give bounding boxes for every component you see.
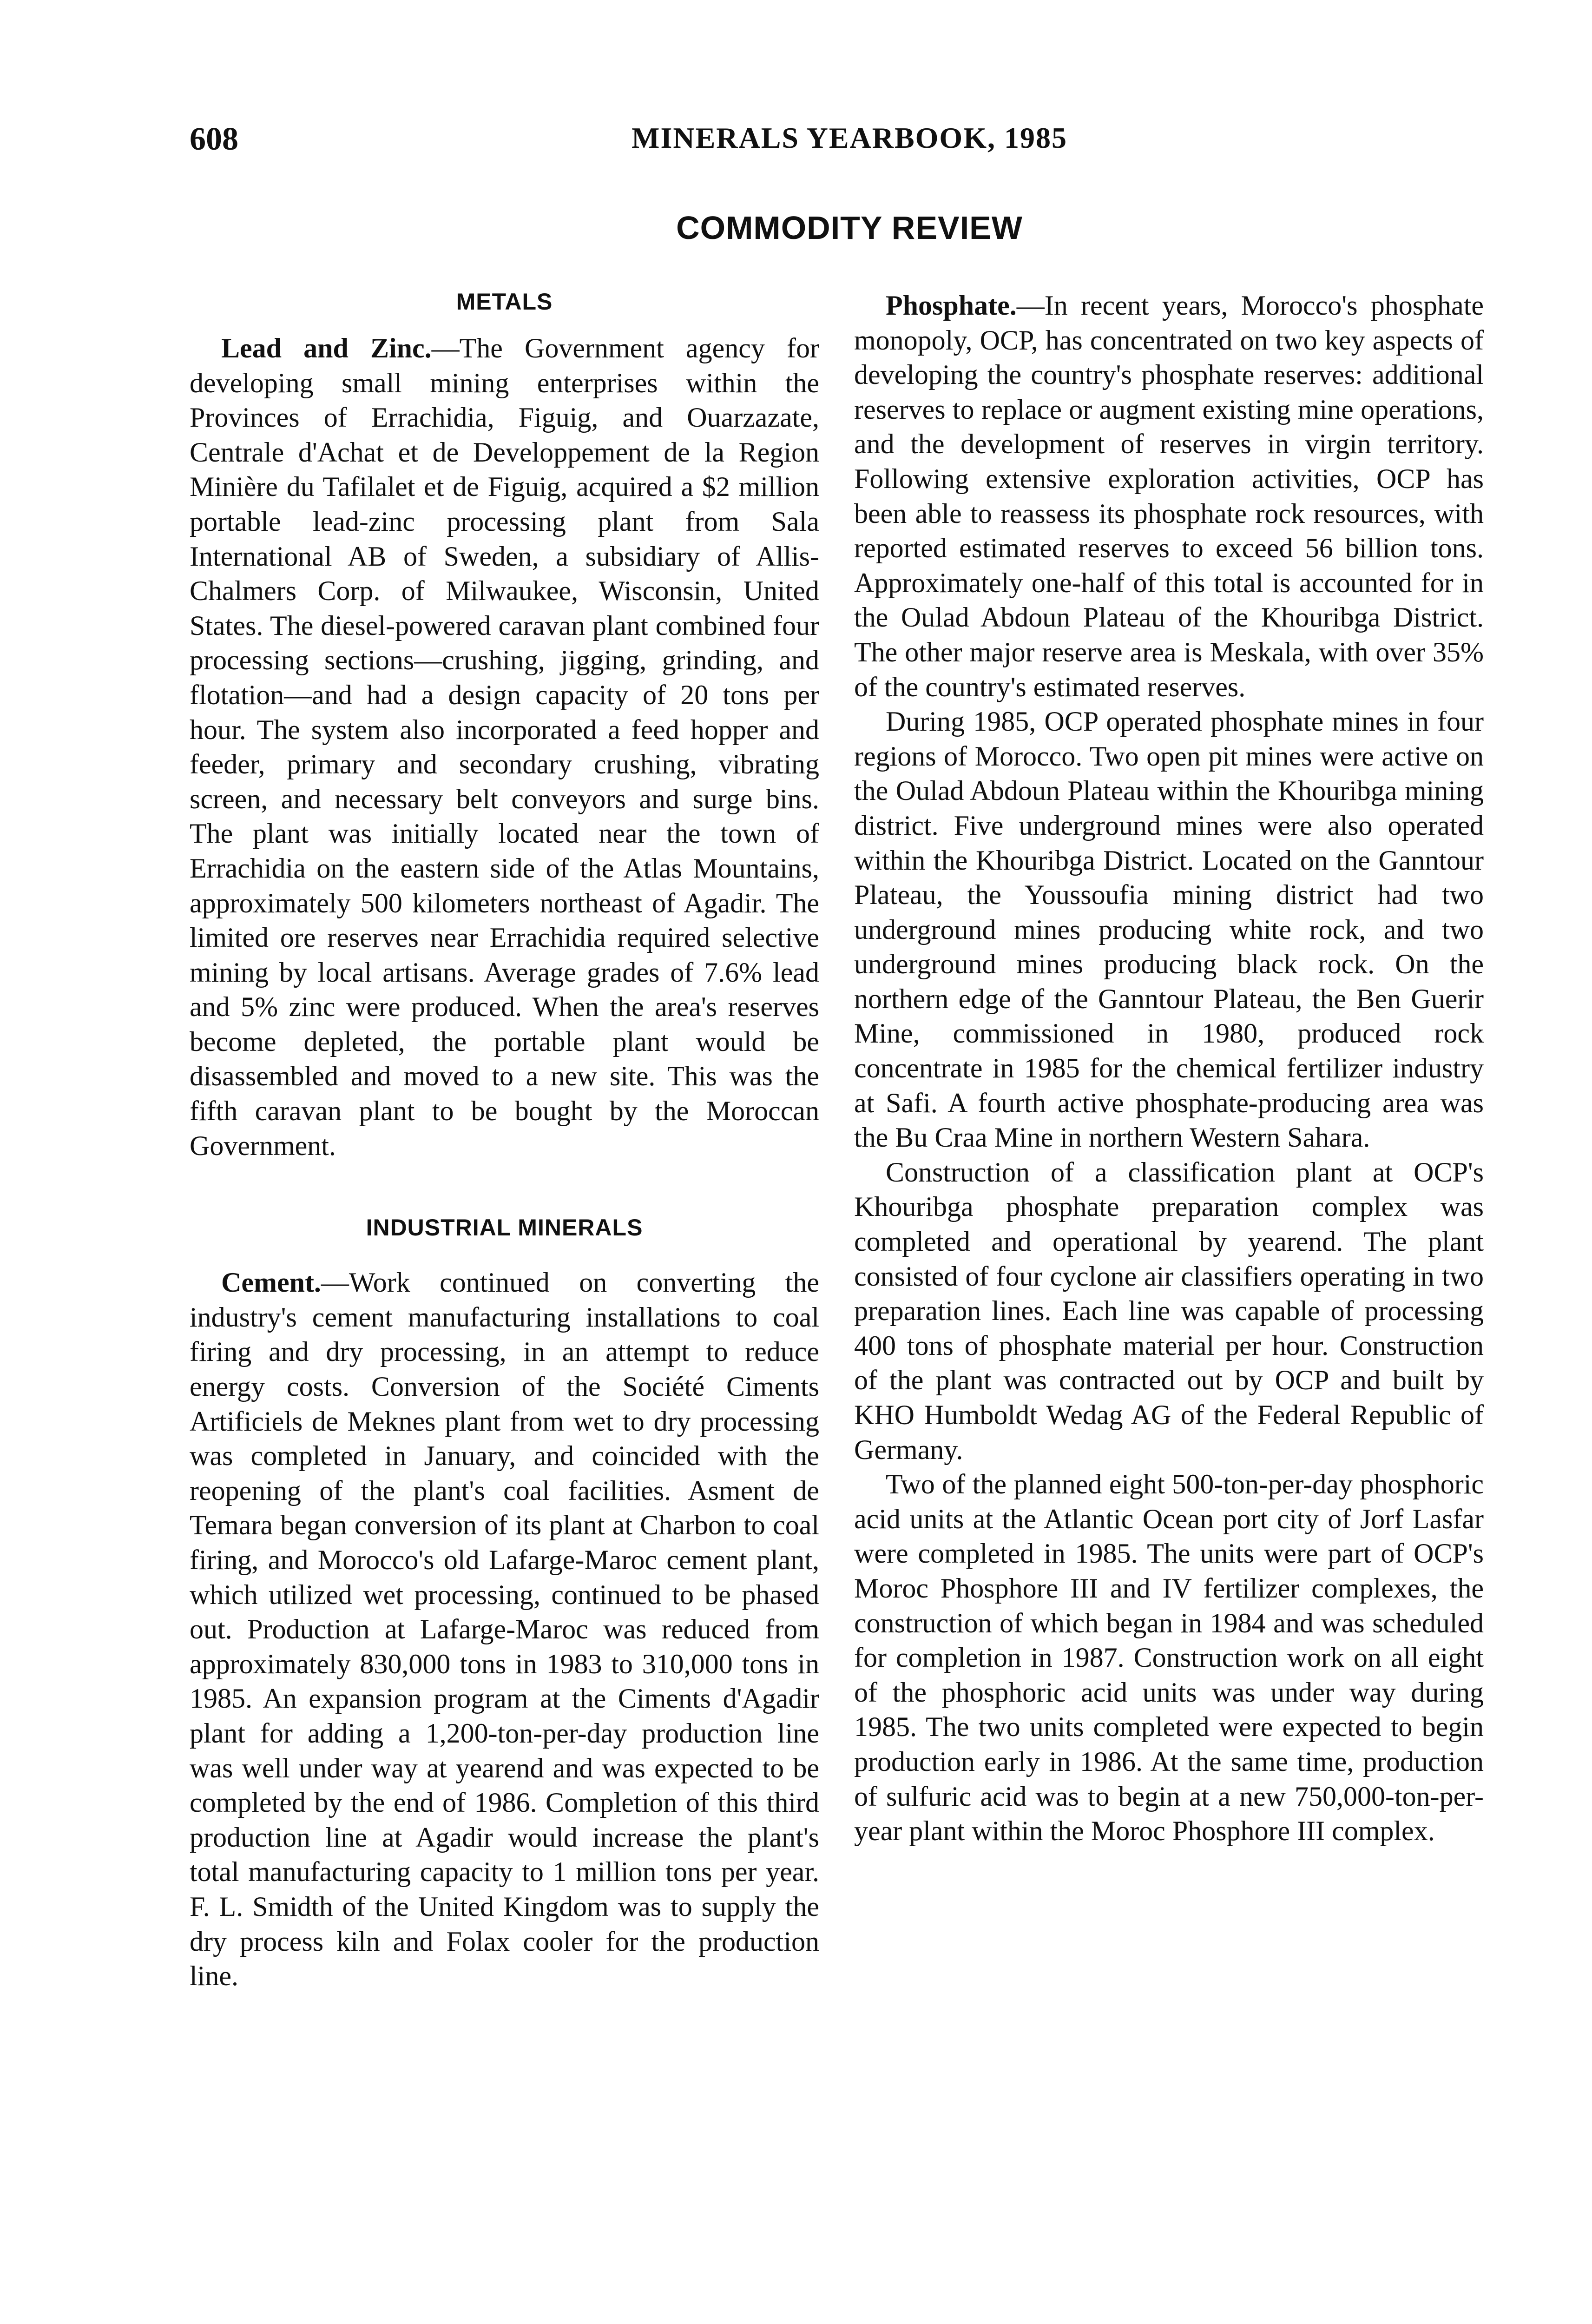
classification-plant-paragraph: Construction of a classification plant at OCP's Khouribga phosphate preparation complex was completed and operational by yearend. The plant consisted of four cyclone air classifiers operating in two preparation lines. Each line was capable of processing 400 tons of phosphate material per hour. Construction of the plant was contracted out by OCP and built by KHO Humboldt Wedag AG of the Federal Republic of Germany. — [854, 1156, 1484, 1465]
running-title: MINERALS YEARBOOK, 1985 — [632, 121, 1067, 154]
lead-zinc-text: —The Government agency for developing small mining enterprises within the Provinces of Errachidia, Figuig, and Ouarzazate, Centrale d'Achat et de Developpement de la Region Minière du Tafilalet et de Figuig, acquired a $2 million portable lead-zinc processing plant from Sala International AB of Sweden, a subsidiary of Allis-Chalmers Corp. of Milwaukee, Wisconsin, United States. The diesel-powered caravan plant combined four processing sections—crushing, jigging, grinding, and flotation—and had a design capacity of 20 tons per hour. The system also incorporated a feed hopper and feeder, primary and secondary crushing, vibrating screen, and necessary belt conveyors and surge bins. The plant was initially located near the town of Errachidia on the eastern side of the Atlas Mountains, approximately 500 kilometers northeast of Agadir. The limited ore reserves near Errachidia required selective mining by local artisans. Average grades of 7.6% lead and 5% zinc were produced. When the area's reserves become depleted, the portable plant would be disassembled and moved to a new site. This was the fifth caravan plant to be bought by the Moroccan Government. — [190, 333, 820, 1161]
cement-run-in: Cement. — [221, 1267, 321, 1298]
left-column — [190, 288, 819, 1994]
phosphate-run-in: Phosphate. — [886, 290, 1017, 321]
phosphate-paragraph — [854, 288, 1484, 704]
cement-text: —Work continued on converting the industry's cement manufacturing installations to coal firing and dry processing, in an attempt to reduce energy costs. Conversion of the Société Ciments Artificiels de Meknes plant from wet to dry processing was completed in January, and coincided with the reopening of the plant's coal facilities. Asment de Temara began conversion of its plant at Charbon to coal firing, and Morocco's old Lafarge-Maroc cement plant, which utilized wet processing, continued to be phased out. Production at Lafarge-Maroc was reduced from approximately 830,000 tons in 1983 to 310,000 tons in 1985. An expansion program at the Ciments d'Agadir plant for adding a 1,200-ton-per-day production line was well under way at yearend and was expected to be completed by the end of 1986. Completion of this third production line at Agadir would increase the plant's total manufacturing capacity to 1 million tons per year. F. L. Smidth of the United Kingdom was to supply the dry process kiln and Folax cooler for the production line. — [190, 1267, 819, 1992]
running-head — [190, 121, 1509, 163]
phosphate-text: —In recent years, Morocco's phosphate monopoly, OCP, has concentrated on two key aspects of developing the country's phosphate reserves: additional reserves to replace or augment existing mine operations, and the development of reserves in virgin territory. Following extensive exploration activities, OCP has been able to reassess its phosphate rock resources, with reported estimated reserves to exceed 56 billion tons. Approximately one-half of this total is accounted for in the Oulad Abdoun Plateau of the Khouribga District. The other major reserve area is Meskala, with over 35% of the country's estimated reserves. — [854, 290, 1484, 702]
industrial-minerals-heading: INDUSTRIAL MINERALS — [366, 1215, 643, 1241]
right-column — [854, 288, 1484, 1849]
lead-zinc-run-in: Lead and Zinc. — [221, 333, 432, 363]
cement-paragraph — [190, 1265, 819, 1993]
page-number: 608 — [190, 121, 238, 157]
mines-paragraph: During 1985, OCP operated phosphate mines in four regions of Morocco. Two open pit mines were active on the Oulad Abdoun Plateau within the Khouribga mining district. Five underground mines were also operated within the Khouribga District. Located on the Ganntour Plateau, the Youssoufia mining district had two underground mines producing white rock, and two underground mines producing black rock. On the northern edge of the Ganntour Plateau, the Ben Guerir Mine, commissioned in 1980, produced rock concentrate in 1985 for the chemical fertilizer industry at Safi. A fourth active phosphate-producing area was the Bu Craa Mine in northern Western Sahara. — [854, 706, 1484, 1153]
metals-heading: METALS — [456, 289, 553, 315]
phosphoric-acid-paragraph: Two of the planned eight 500-ton-per-day phosphoric acid units at the Atlantic Ocean port city of Jorf Lasfar were completed in 1985. The units were part of OCP's Moroc Phosphore III and IV fertilizer complexes, the construction of which began in 1984 and was scheduled for completion in 1987. Construction work on all eight of the phosphoric acid units was under way during 1985. The two units completed were expected to begin production early in 1986. At the same time, production of sulfuric acid was to begin at a new 750,000-ton-per-year plant within the Moroc Phosphore III complex. — [854, 1469, 1484, 1847]
section-title: COMMODITY REVIEW — [676, 210, 1023, 246]
lead-zinc-paragraph — [190, 331, 819, 1163]
